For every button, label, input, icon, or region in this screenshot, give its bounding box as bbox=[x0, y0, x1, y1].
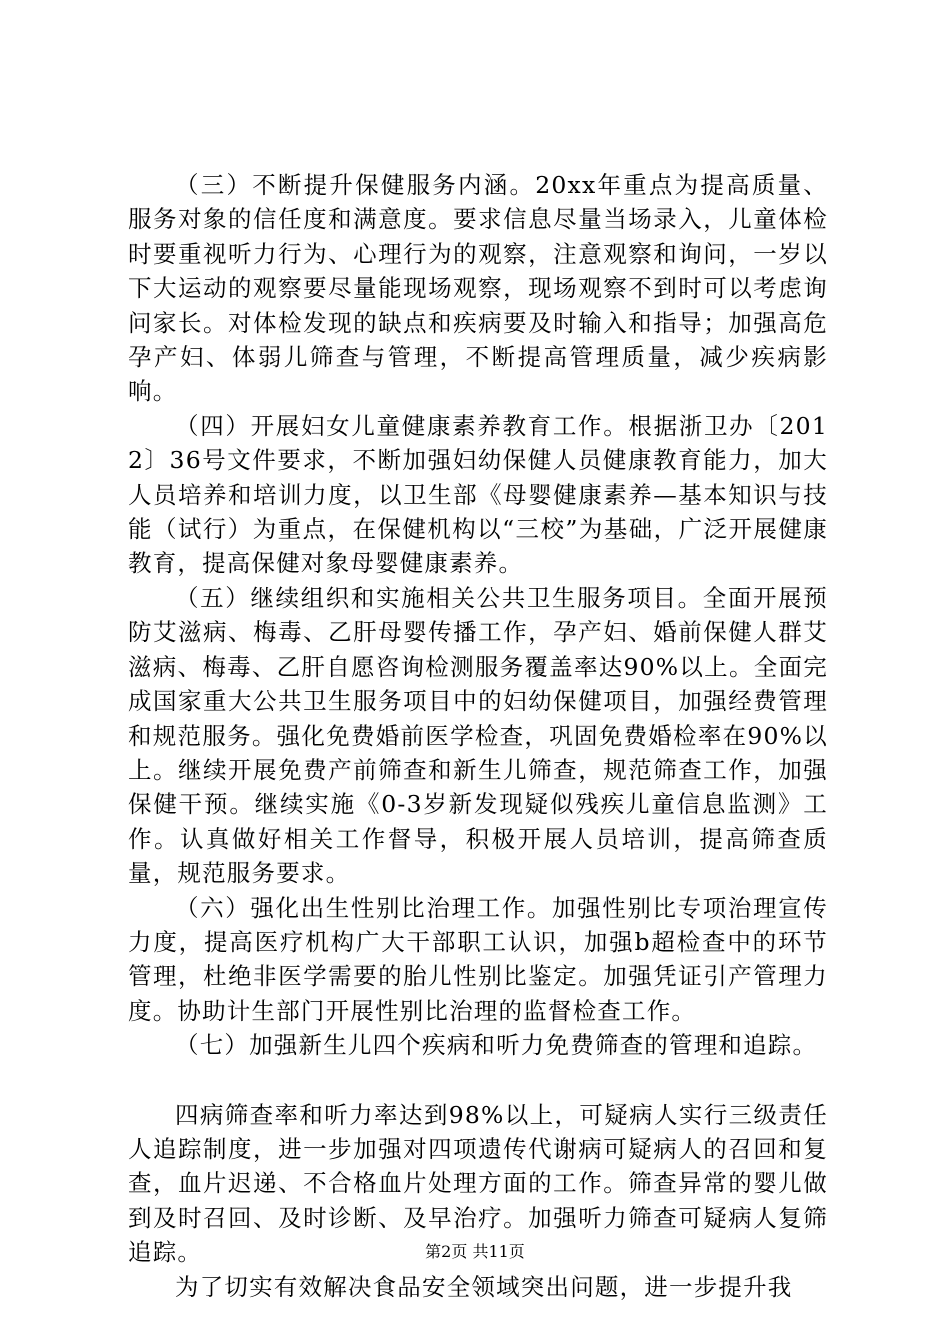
paragraph-section-4: （四）开展妇女儿童健康素养教育工作。根据浙卫办〔2012〕36号文件要求，不断加强妇幼保健人员健康教育能力，加大人员培养和培训力度，以卫生部《母婴健康素养—基本知识与技能（试行）为重点，在保健机构以“三校”为基础，广泛开展健康教育，提高保健对象母婴健康素养。 bbox=[128, 411, 828, 578]
paragraph-food-safety: 为了切实有效解决食品安全领域突出问题，进一步提升我 bbox=[175, 1272, 793, 1301]
paragraph-screening-rate: 四病筛查率和听力率达到98%以上，可疑病人实行三级责任人追踪制度，进一步加强对四项遗传代谢病可疑病人的召回和复查，血片迟递、不合格血片处理方面的工作。筛查异常的婴儿做到及时召回、及时诊断、及早治疗。加强听力筛查可疑病人复筛追踪。 bbox=[128, 1100, 828, 1267]
page-footer: 第2页 共11页 bbox=[425, 1242, 525, 1261]
document-body bbox=[128, 168, 828, 1304]
paragraph-section-7: （七）加强新生儿四个疾病和听力免费筛查的管理和追踪。 bbox=[175, 1031, 818, 1060]
paragraph-section-6: （六）强化出生性别比治理工作。加强性别比专项治理宣传力度，提高医疗机构广大干部职工认识，加强b超检查中的环节管理，杜绝非医学需要的胎儿性别比鉴定。加强凭证引产管理力度。协助计生部门开展性别比治理的监督检查工作。 bbox=[128, 893, 828, 1025]
paragraph-section-3: （三）不断提升保健服务内涵。20xx年重点为提高质量、服务对象的信任度和满意度。要求信息尽量当场录入，儿童体检时要重视听力行为、心理行为的观察，注意观察和询问，一岁以下大运动的观察要尽量能现场观察，现场观察不到时可以考虑询问家长。对体检发现的缺点和疾病要及时输入和指导；加强高危孕产妇、体弱儿筛查与管理，不断提高管理质量，减少疾病影响。 bbox=[128, 171, 828, 406]
paragraph-section-5: （五）继续组织和实施相关公共卫生服务项目。全面开展预防艾滋病、梅毒、乙肝母婴传播工作，孕产妇、婚前保健人群艾滋病、梅毒、乙肝自愿咨询检测服务覆盖率达90%以上。全面完成国家重大公共卫生服务项目中的妇幼保健项目，加强经费管理和规范服务。强化免费婚前医学检查，巩固免费婚检率在90%以上。继续开展免费产前筛查和新生儿筛查，规范筛查工作，加强保健干预。继续实施《0-3岁新发现疑似残疾儿童信息监测》工作。认真做好相关工作督导，积极开展人员培训，提高筛查质量，规范服务要求。 bbox=[128, 583, 828, 888]
